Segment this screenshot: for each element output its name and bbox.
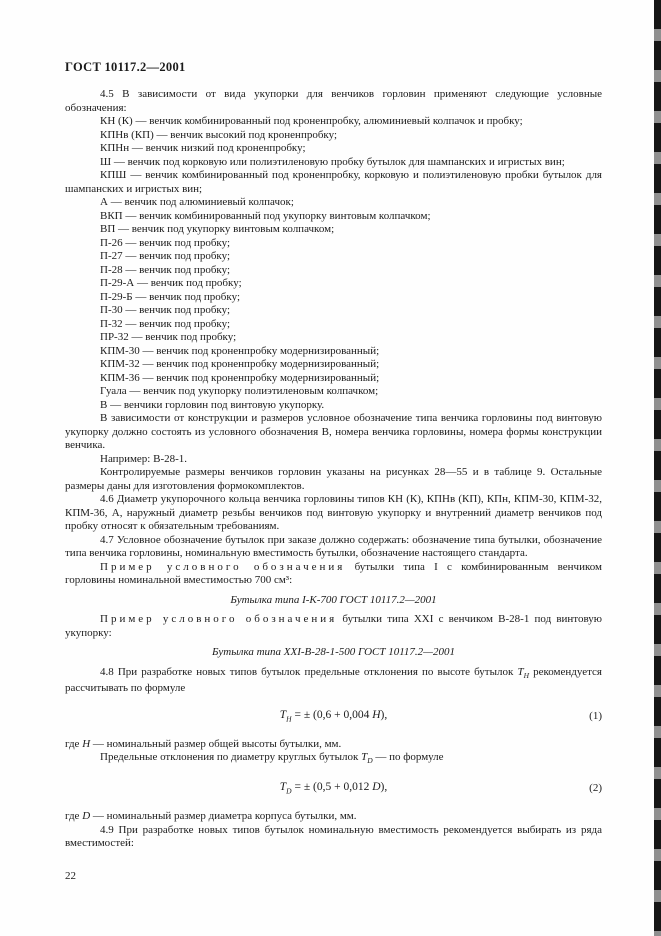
closure-type-item: Гуала — венчик под укупорку полиэтиленовым колпачком;	[100, 385, 379, 397]
variable-D: D	[372, 781, 381, 794]
bottle-designation-2: Бутылка типа XXI-В-28-1-500 ГОСТ 10117.2—2001	[212, 646, 455, 658]
text-segment: Предельные отклонения по диаметру круглых бутылок	[100, 751, 362, 764]
equation-number-1: (1)	[589, 709, 602, 722]
para-4-5-intro: 4.5 В зависимости от вида укупорки для венчиков горловин применяют следующие условные обозначения:	[65, 88, 602, 114]
variable-H: Н	[82, 737, 91, 750]
example-2-lead	[65, 613, 602, 640]
formula-2-row	[65, 780, 602, 798]
formula-1-row	[65, 708, 602, 726]
closure-type-item: П-29-А — венчик под пробку;	[100, 277, 242, 289]
closure-type-item: ВКП — венчик комбинированный под укупорку винтовым колпачком;	[100, 209, 431, 222]
formula-expression: = ± (0,5 + 0,012	[291, 781, 373, 794]
para-controlled-sizes: Контролируемые размеры венчиков горловин указаны на рисунках 28—55 и в таблице 9. Остальные размеры даны для изготовления формокомплектов.	[65, 466, 602, 492]
bottle-designation-1: Бутылка типа I-К-700 ГОСТ 10117.2—2001	[230, 593, 437, 606]
example-2-lead-spaced: Пример условного обозначения	[100, 613, 338, 625]
para-4-8	[65, 666, 602, 696]
variable-T: Т	[279, 781, 287, 794]
subscript-H: Н	[523, 670, 529, 680]
scan-edge-artifact	[654, 0, 661, 936]
where-D-line	[65, 810, 602, 824]
para-4-9: 4.9 При разработке новых типов бутылок номинальную вместимость рекомендуется выбирать из ряда вместимостей:	[65, 823, 602, 850]
text-segment: рекомендуется рассчитывать по формуле	[65, 665, 602, 695]
page-number: 22	[65, 869, 76, 882]
closure-type-item: П-27 — венчик под пробку;	[100, 250, 231, 262]
formula-expression: = ± (0,6 + 0,004	[291, 708, 373, 721]
para-designation-example: Например: В-28-1.	[100, 452, 188, 465]
closure-type-item: КПМ-32 — венчик под кроненпробку модернизированный;	[100, 358, 380, 370]
variable-H: Н	[372, 708, 381, 721]
where-H-line	[65, 738, 602, 752]
para-diameter-deviation	[65, 751, 602, 768]
text-segment: — по формуле	[372, 751, 444, 764]
text-segment: где	[65, 810, 83, 823]
text-segment: — номинальный размер диаметра корпуса бутылки, мм.	[90, 810, 357, 823]
para-designation-rule: В зависимости от конструкции и размеров условное обозначение типа венчика горловины под винтовую укупорку должно состоять из условного обозначения В, номера венчика горловины, номера формы конструкции венчика.	[65, 412, 602, 451]
subscript-D: D	[367, 756, 373, 766]
closure-type-item: КПШ — венчик комбинированный под кроненпробку, корковую и полиэтиленовую пробки бутылок для шампанских и игристых вин;	[65, 169, 602, 195]
variable-D: D	[82, 810, 91, 823]
variable-T: Т	[517, 665, 524, 678]
closure-type-item: П-30 — венчик под пробку;	[100, 304, 231, 316]
closure-type-item: КПНн — венчик низкий под кроненпробку;	[100, 142, 306, 154]
example-2-lead-rest: бутылки типа XXI с венчиком В-28-1 под винтовую укупорку:	[65, 613, 603, 639]
formula-close: ),	[380, 708, 388, 721]
subscript-H: Н	[286, 713, 292, 723]
equation-number-2: (2)	[589, 782, 602, 795]
standard-number-header: ГОСТ 10117.2—2001	[65, 60, 186, 74]
para-4-6: 4.6 Диаметр укупорочного кольца венчика горловины типов КН (К), КПНв (КП), КПн, КПМ-30, КПМ-32, КПМ-36, А, наружный диаметр резьбы венчиков под винтовую укупорку и внутренний диаметр венчиков под пробку относят к обязательным требованиям.	[65, 493, 602, 532]
closure-type-item: КПМ-36 — венчик под кроненпробку модернизированный;	[100, 371, 380, 384]
closure-type-item: КН (К) — венчик комбинированный под кроненпробку, алюминиевый колпачок и пробку;	[100, 115, 523, 127]
text-segment: 4.8 При разработке новых типов бутылок предельные отклонения по высоте бутылок	[100, 665, 518, 678]
closure-type-item: П-26 — венчик под пробку;	[100, 236, 231, 249]
para-4-7: 4.7 Условное обозначение бутылок при заказе должно содержать: обозначение типа бутылки, обозначение типа венчика горловины, номинальную вместимость бутылки, обозначение настоящего стандарта.	[65, 533, 602, 559]
text-segment: где	[65, 737, 83, 750]
closure-type-item: А — венчик под алюминиевый колпачок;	[100, 196, 294, 208]
closure-type-item: КПМ-30 — венчик под кроненпробку модернизированный;	[100, 344, 380, 357]
subscript-D: D	[286, 786, 292, 796]
closure-type-item: КПНв (КП) — венчик высокий под кроненпробку;	[100, 128, 338, 141]
closure-type-item: ВП — венчик под укупорку винтовым колпачком;	[100, 223, 335, 235]
example-1-lead-rest: бутылки типа I с комбинированным венчиком горловины номинальной вместимостью 700 см³:	[65, 560, 602, 586]
formula-2	[65, 780, 602, 798]
closure-type-item: Ш — венчик под корковую или полиэтиленовую пробку бутылок для шампанских и игристых вин;	[100, 155, 565, 168]
closure-type-item: П-29-Б — венчик под пробку;	[100, 290, 240, 303]
variable-T: Т	[279, 708, 287, 721]
example-1-lead-spaced: Пример условного обозначения	[100, 560, 346, 573]
text-segment: — номинальный размер общей высоты бутылки, мм.	[90, 737, 342, 750]
closure-type-item: В — венчики горловин под винтовую укупорку.	[100, 398, 325, 411]
variable-T: Т	[361, 751, 368, 764]
formula-1	[65, 708, 602, 726]
closure-type-item: ПР-32 — венчик под пробку;	[100, 331, 237, 343]
example-1-lead	[65, 561, 602, 588]
formula-close: ),	[380, 781, 388, 794]
closure-type-item: П-28 — венчик под пробку;	[100, 263, 231, 276]
closure-type-item: П-32 — венчик под пробку;	[100, 317, 231, 330]
